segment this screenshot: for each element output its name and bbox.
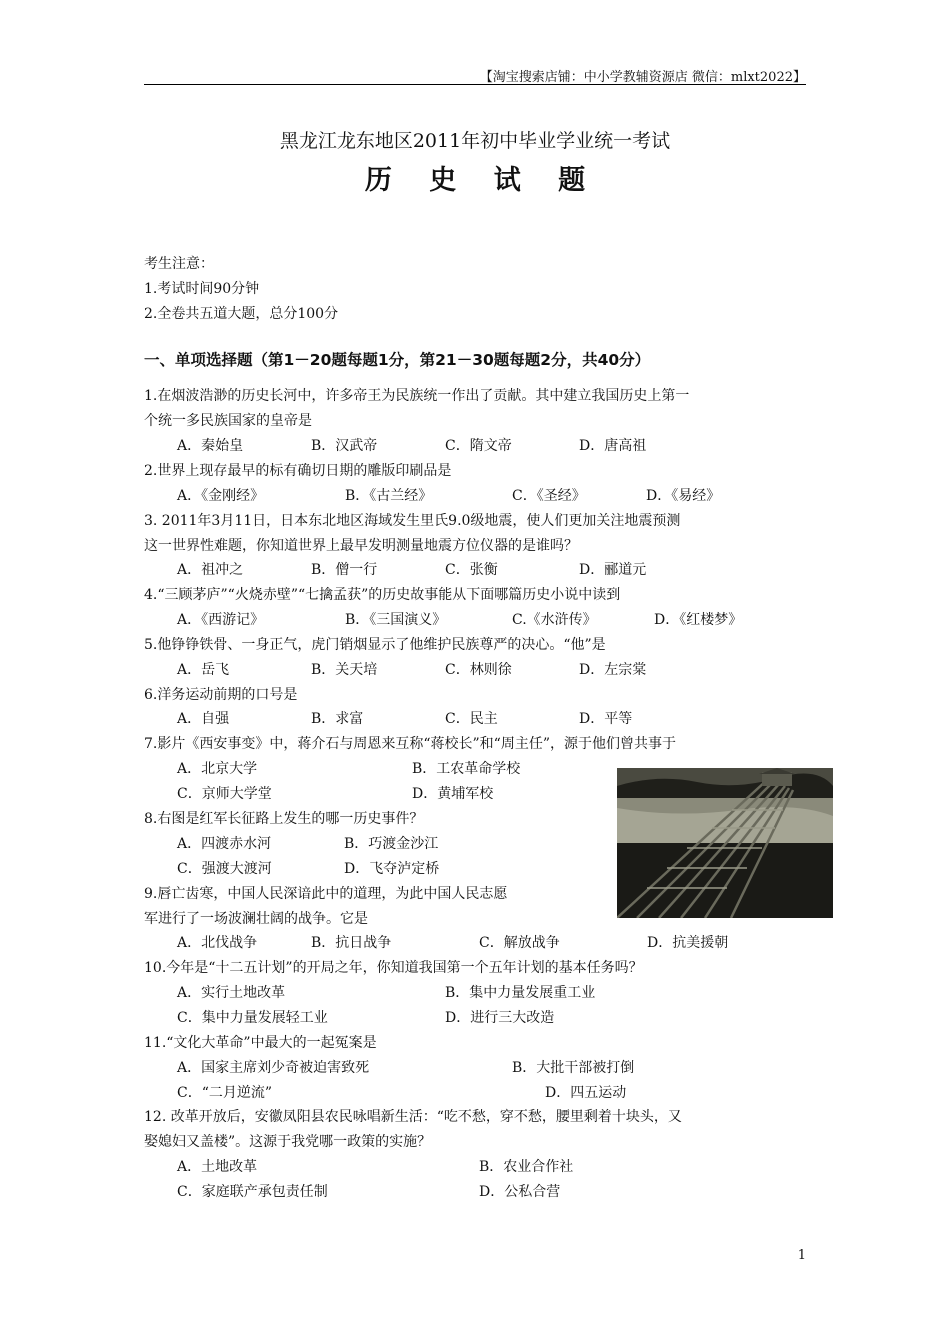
- option-a[interactable]: A．祖冲之: [177, 562, 244, 578]
- option-b[interactable]: B．《古兰经》: [345, 488, 433, 504]
- question-text: 1.在烟波浩渺的历史长河中，许多帝王为民族统一作出了贡献。其中建立我国历史上第一: [144, 388, 690, 404]
- option-b[interactable]: B．巧渡金沙江: [344, 836, 439, 852]
- question-6: [144, 683, 808, 708]
- question-12: [144, 1105, 808, 1155]
- question-11: [144, 1031, 808, 1056]
- option-c[interactable]: C．强渡大渡河: [177, 861, 272, 877]
- option-b[interactable]: B．《三国演义》: [345, 612, 447, 628]
- section-title: 一、单项选择题（第1－20题每题1分，第21－30题每题2分，共40分）: [144, 351, 651, 369]
- option-b[interactable]: B．大批干部被打倒: [512, 1060, 635, 1076]
- option-d[interactable]: D．《易经》: [646, 488, 721, 504]
- option-b[interactable]: B．求富: [311, 711, 364, 727]
- option-c[interactable]: C．《圣经》: [512, 488, 586, 504]
- option-a[interactable]: A．四渡赤水河: [177, 836, 272, 852]
- option-c[interactable]: C．张衡: [445, 562, 498, 578]
- subject-title: 历 史 试 题: [364, 165, 600, 196]
- option-b[interactable]: B．集中力量发展重工业: [445, 985, 596, 1001]
- option-c[interactable]: C.《水浒传》: [512, 612, 597, 628]
- option-c[interactable]: C．隋文帝: [445, 438, 512, 454]
- option-c[interactable]: C．林则徐: [445, 662, 512, 678]
- option-c[interactable]: C．家庭联产承包责任制: [177, 1184, 328, 1200]
- option-d[interactable]: D．黄埔军校: [412, 786, 494, 802]
- option-d[interactable]: D．唐高祖: [579, 438, 647, 454]
- option-d[interactable]: D．进行三大改造: [445, 1010, 555, 1026]
- header-rule: [144, 84, 806, 85]
- notes-item: 1.考试时间90分钟: [144, 281, 260, 297]
- question-3: [144, 509, 808, 559]
- question-text: 10.今年是“十二五计划”的开局之年，你知道我国第一个五年计划的基本任务吗？: [144, 960, 643, 976]
- question-text: 6.洋务运动前期的口号是: [144, 687, 298, 703]
- option-a[interactable]: A．秦始皇: [177, 438, 244, 454]
- option-d[interactable]: D．抗美援朝: [647, 935, 729, 951]
- option-c[interactable]: C．京师大学堂: [177, 786, 272, 802]
- option-d[interactable]: D．《红楼梦》: [654, 612, 743, 628]
- question-1: [144, 384, 808, 434]
- option-c[interactable]: C．“二月逆流”: [177, 1085, 273, 1101]
- notes-heading: 考生注意：: [144, 256, 214, 272]
- option-a[interactable]: A．实行土地改革: [177, 985, 286, 1001]
- question-9: [144, 882, 808, 932]
- option-d[interactable]: D．飞夺泸定桥: [344, 861, 440, 877]
- question-5: [144, 633, 808, 658]
- option-d[interactable]: D．左宗棠: [579, 662, 647, 678]
- question-text: 11.“文化大革命”中最大的一起冤案是: [144, 1035, 377, 1051]
- header-note: 【淘宝搜索店铺：中小学教辅资源店 微信：mlxt2022】: [479, 70, 806, 85]
- question-7: [144, 732, 808, 757]
- question-text: 7.影片《西安事变》中，蒋介石与周恩来互称“蒋校长”和“周主任”，源于他们曾共事于: [144, 736, 676, 752]
- option-b[interactable]: B．工农革命学校: [412, 761, 521, 777]
- exam-title: 黑龙江龙东地区2011年初中毕业学业统一考试: [279, 130, 671, 152]
- option-b[interactable]: B．僧一行: [311, 562, 378, 578]
- question-text: 2.世界上现存最早的标有确切日期的雕版印刷品是: [144, 463, 452, 479]
- option-a[interactable]: A．北伐战争: [177, 935, 258, 951]
- option-a[interactable]: A．自强: [177, 711, 230, 727]
- option-a[interactable]: A．土地改革: [177, 1159, 258, 1175]
- option-b[interactable]: B．农业合作社: [479, 1159, 574, 1175]
- page-number: 1: [797, 1248, 806, 1263]
- question-4: [144, 583, 808, 608]
- option-b[interactable]: B．关天培: [311, 662, 378, 678]
- question-text: 8.右图是红军长征路上发生的哪一历史事件？: [144, 811, 424, 827]
- option-b[interactable]: B．抗日战争: [311, 935, 392, 951]
- question-text: 3. 2011年3月11日，日本东北地区海域发生里氏9.0级地震，使人们更加关注地震预测: [144, 513, 681, 529]
- question-text: 娶媳妇又盖楼”。这源于我党哪一政策的实施？: [144, 1133, 432, 1150]
- question-text: 4.“三顾茅庐”“火烧赤壁”“七擒孟获”的历史故事能从下面哪篇历史小说中读到: [144, 587, 621, 603]
- question-text: 5.他铮铮铁骨、一身正气，虎门销烟显示了他维护民族尊严的决心。“他”是: [144, 637, 606, 653]
- question-text: 个统一多民族国家的皇帝是: [144, 412, 312, 429]
- option-d[interactable]: D．平等: [579, 711, 633, 727]
- exam-notes: [144, 252, 338, 327]
- question-text: 军进行了一场波澜壮阔的战争。它是: [144, 910, 368, 927]
- notes-item: 2.全卷共五道大题，总分100分: [144, 306, 339, 322]
- question-text: 9.唇亡齿寒，中国人民深谙此中的道理，为此中国人民志愿: [144, 886, 508, 902]
- option-b[interactable]: B．汉武帝: [311, 438, 378, 454]
- option-a[interactable]: A．《金刚经》: [177, 488, 265, 504]
- option-c[interactable]: C．解放战争: [479, 935, 560, 951]
- option-a[interactable]: A．国家主席刘少奇被迫害致死: [177, 1060, 370, 1076]
- option-a[interactable]: A．岳飞: [177, 662, 230, 678]
- option-c[interactable]: C．民主: [445, 711, 498, 727]
- option-c[interactable]: C．集中力量发展轻工业: [177, 1010, 328, 1026]
- question-text: 这一世界性难题，你知道世界上最早发明测量地震方位仪器的是谁吗？: [144, 537, 578, 554]
- option-a[interactable]: A．《西游记》: [177, 612, 265, 628]
- option-d[interactable]: D．四五运动: [545, 1085, 627, 1101]
- option-a[interactable]: A．北京大学: [177, 761, 258, 777]
- question-10: [144, 956, 808, 981]
- question-text: 12. 改革开放后，安徽凤阳县农民咏唱新生活：“吃不愁，穿不愁，腰里剩着十块头，又: [144, 1109, 682, 1125]
- question-2: [144, 459, 808, 484]
- option-d[interactable]: D．郦道元: [579, 562, 647, 578]
- option-d[interactable]: D．公私合营: [479, 1184, 561, 1200]
